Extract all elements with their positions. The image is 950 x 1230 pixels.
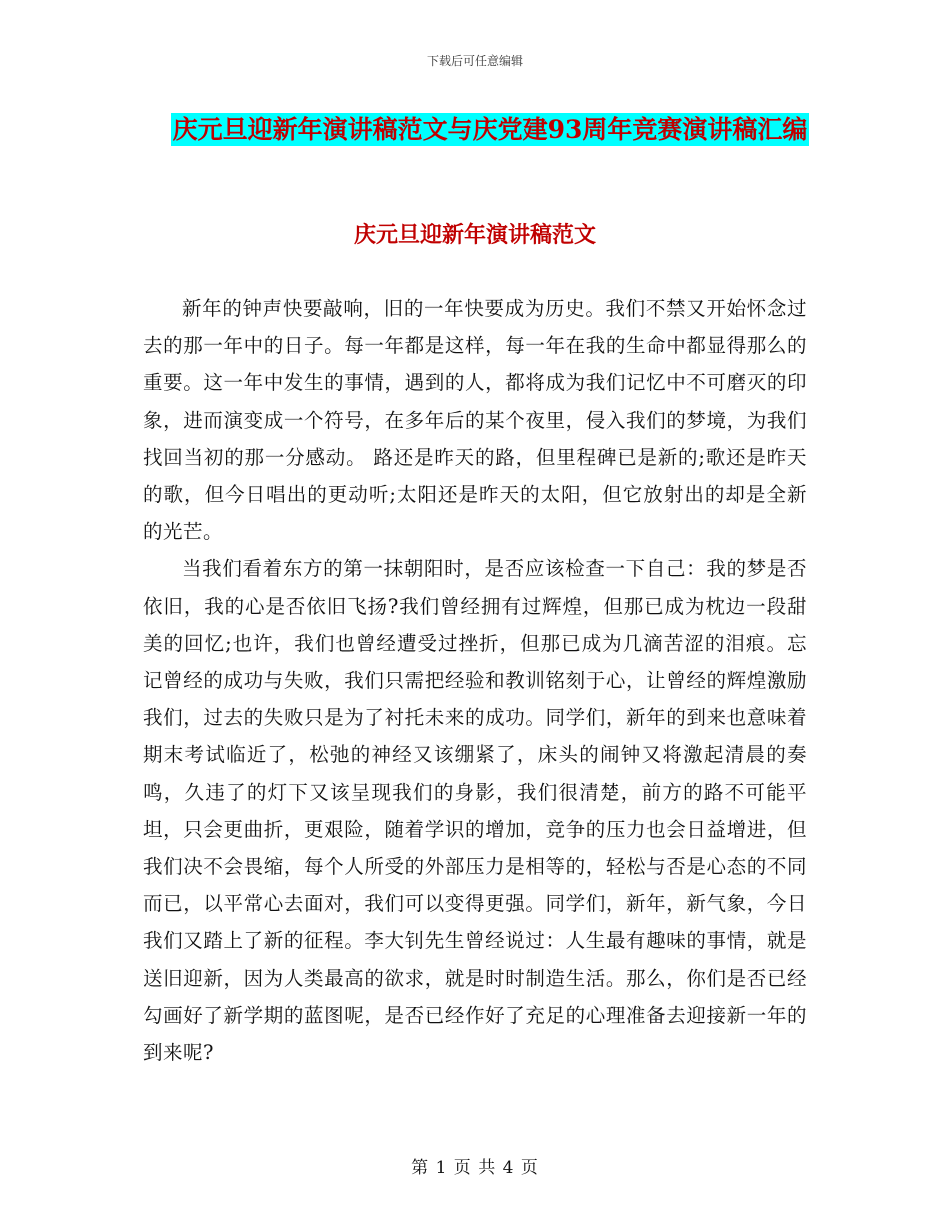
document-title bbox=[140, 108, 840, 152]
document-title-text: 庆元旦迎新年演讲稿范文与庆党建93周年竞赛演讲稿汇编 bbox=[172, 115, 808, 144]
header-note: 下载后可任意编辑 bbox=[426, 54, 523, 68]
section-title: 庆元旦迎新年演讲稿范文 bbox=[353, 222, 596, 248]
paragraph-1: 新年的钟声快要敲响，旧的一年快要成为历史。我们不禁又开始怀念过去的那一年中的日子。每一年都是这样，每一年在我的生命中都显得那么的重要。这一年中发生的事情，遇到的人，都将成为我们记忆中不可磨灭的印象，进而演变成一个符号，在多年后的某个夜里，侵入我们的梦境，为我们找回当初的那一分感动。 路还是昨天的路，但里程碑已是新的;歌还是昨天的歌，但今日唱出的更动听;太阳还是昨天的太阳，但它放射出的却是全新的光芒。 bbox=[143, 297, 807, 544]
page-number: 第 1 页 共 4 页 bbox=[411, 1158, 539, 1178]
paragraph-2: 当我们看着东方的第一抹朝阳时，是否应该检查一下自己：我的梦是否依旧，我的心是否依旧飞扬?我们曾经拥有过辉煌，但那已成为枕边一段甜美的回忆;也许，我们也曾经遭受过挫折，但那已成为几滴苦涩的泪痕。忘记曾经的成功与失败，我们只需把经验和教训铭刻于心，让曾经的辉煌激励我们，过去的失败只是为了衬托未来的成功。同学们，新年的到来也意味着期末考试临近了，松弛的神经又该绷紧了，床头的闹钟又将激起清晨的奏鸣，久违了的灯下又该呈现我们的身影，我们很清楚，前方的路不可能平坦，只会更曲折，更艰险，随着学识的增加，竞争的压力也会日益增进，但我们决不会畏缩，每个人所受的外部压力是相等的，轻松与否是心态的不同而已，以平常心去面对，我们可以变得更强。同学们，新年，新气象，今日我们又踏上了新的征程。李大钊先生曾经说过：人生最有趣味的事情，就是送旧迎新，因为人类最高的欲求，就是时时制造生活。那么，你们是否已经勾画好了新学期的蓝图呢，是否已经作好了充足的心理准备去迎接新一年的到来呢? bbox=[143, 557, 807, 1065]
body-text bbox=[143, 290, 807, 1071]
